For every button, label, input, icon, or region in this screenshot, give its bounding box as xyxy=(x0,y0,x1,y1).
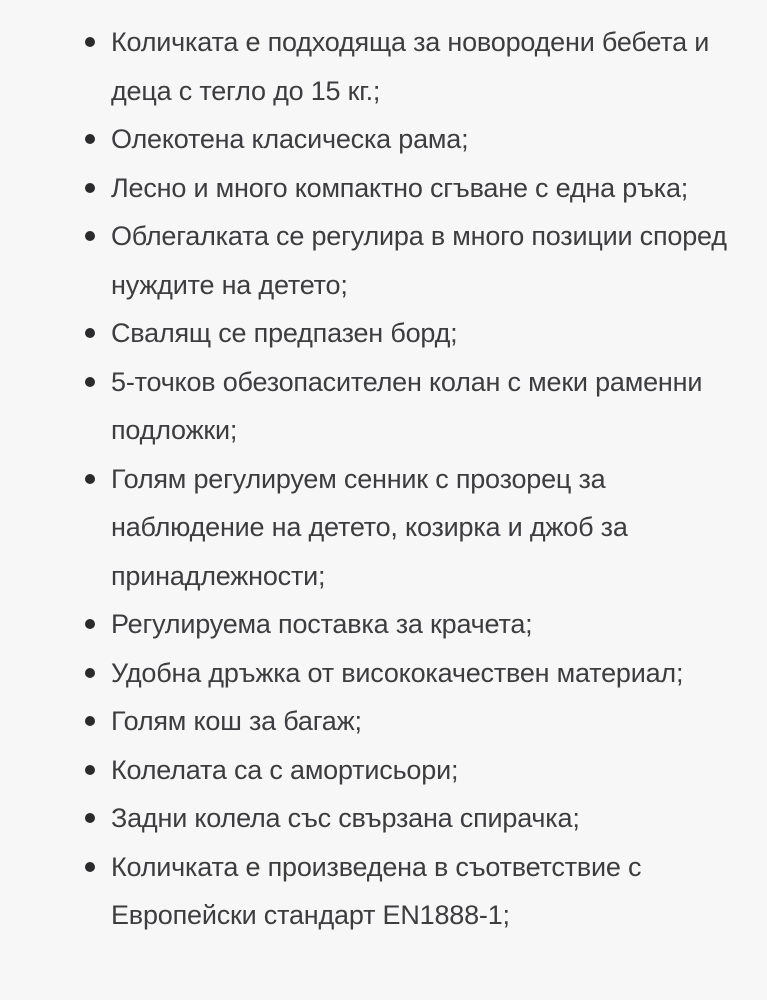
feature-text: Количката е произведена в съответствие с Европейски стандарт EN1888-1; xyxy=(111,851,642,930)
feature-text: Облегалката се регулира в много позиции според нуждите на детето; xyxy=(111,221,727,300)
feature-text: Удобна дръжка от висококачествен материал; xyxy=(111,657,684,688)
bullet-icon xyxy=(85,668,95,678)
bullet-icon xyxy=(85,765,95,775)
feature-text: Колелата са с амортисьори; xyxy=(111,754,459,785)
list-item xyxy=(111,746,751,795)
bullet-icon xyxy=(85,328,95,338)
feature-text: Свалящ се предпазен борд; xyxy=(111,318,458,348)
list-item xyxy=(111,358,751,455)
list-item xyxy=(111,455,751,601)
list-item xyxy=(111,697,751,746)
list-item xyxy=(111,164,751,213)
feature-text: Лесно и много компактно сгъване с една ръка; xyxy=(111,172,689,203)
bullet-icon xyxy=(85,134,95,144)
bullet-icon xyxy=(85,474,95,484)
list-item xyxy=(111,18,751,115)
list-item xyxy=(111,794,751,843)
bullet-icon xyxy=(85,37,95,47)
feature-text: 5-точков обезопасителен колан с меки раменни подложки; xyxy=(111,366,703,445)
list-item xyxy=(111,649,751,698)
feature-text: Регулируема поставка за крачета; xyxy=(111,609,533,639)
list-item xyxy=(111,212,751,309)
feature-text: Количката е подходяща за новородени бебета и деца с тегло до 15 кг.; xyxy=(111,27,710,106)
bullet-icon xyxy=(85,716,95,726)
bullet-icon xyxy=(85,619,95,629)
list-item xyxy=(111,309,751,358)
bullet-icon xyxy=(85,231,95,241)
feature-text: Голям кош за багаж; xyxy=(111,706,362,736)
feature-text: Олекотена класическа рама; xyxy=(111,124,469,154)
bullet-icon xyxy=(85,862,95,872)
list-item xyxy=(111,115,751,164)
feature-text: Задни колела със свързана спирачка; xyxy=(111,803,580,833)
bullet-icon xyxy=(85,813,95,823)
list-item xyxy=(111,600,751,649)
list-item xyxy=(111,843,751,940)
feature-list xyxy=(0,18,751,940)
feature-text: Голям регулируем сенник с прозорец за наблюдение на детето, козирка и джоб за принадлежности; xyxy=(111,463,628,591)
bullet-icon xyxy=(85,377,95,387)
bullet-icon xyxy=(85,183,95,193)
